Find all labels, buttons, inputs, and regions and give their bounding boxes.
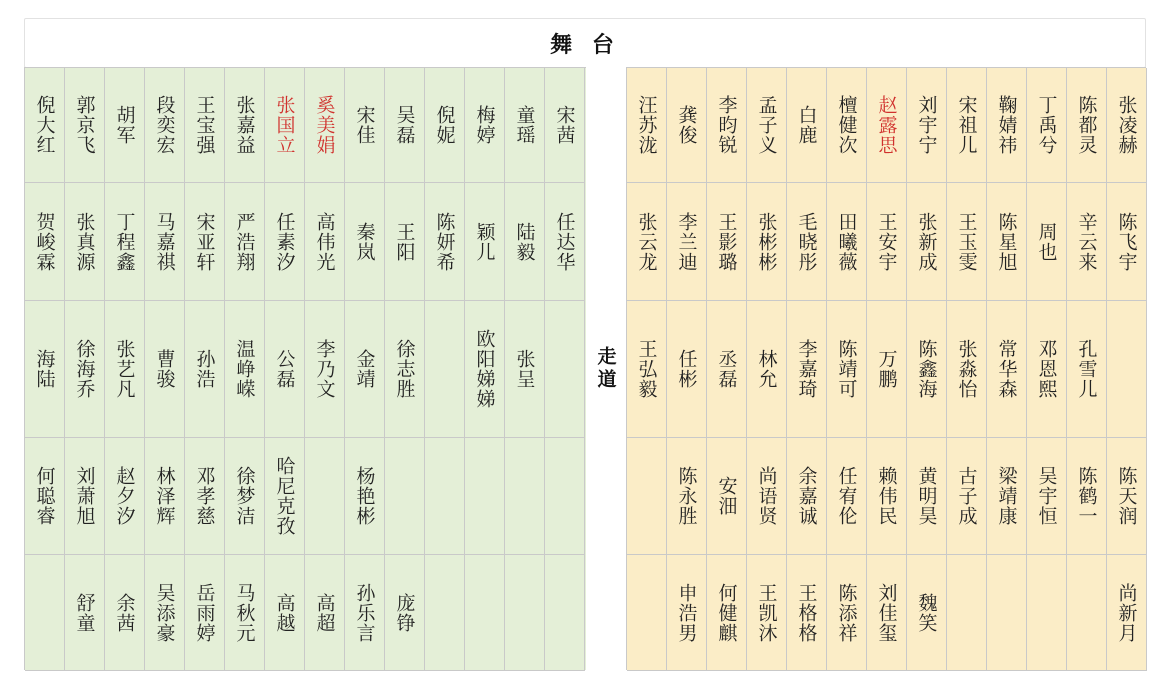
seat-name: 徐海乔 <box>73 339 96 399</box>
seat-name: 丁程鑫 <box>113 211 136 272</box>
seat-cell <box>185 555 225 671</box>
seating-right-section <box>626 67 1146 670</box>
seat-cell <box>627 183 667 301</box>
seat-cell <box>1027 555 1067 671</box>
seat-name: 白鹿 <box>795 105 818 145</box>
seat-cell <box>225 438 265 555</box>
seat-cell <box>947 555 987 671</box>
seat-name: 梅婷 <box>473 105 496 145</box>
seat-cell <box>987 183 1027 301</box>
seat-name: 陈鑫海 <box>915 339 938 399</box>
seat-name: 丁禹兮 <box>1035 95 1058 155</box>
seat-cell <box>145 438 185 555</box>
seat-cell <box>145 183 185 301</box>
seat-name: 王玉雯 <box>955 211 978 272</box>
seat-name: 陈妍希 <box>433 211 456 272</box>
seat-name: 邓恩熙 <box>1035 339 1058 399</box>
seat-name: 高超 <box>313 592 336 633</box>
seat-cell <box>1107 555 1147 671</box>
seat-name: 孔雪儿 <box>1075 339 1098 399</box>
seat-name: 陈永胜 <box>675 466 698 526</box>
seat-name: 邓孝慈 <box>193 466 216 526</box>
seat-cell <box>907 68 947 183</box>
seat-name: 陈鹤一 <box>1075 466 1098 526</box>
seat-cell <box>265 555 305 671</box>
seat-name: 安沺 <box>715 476 738 516</box>
seat-name: 岳雨婷 <box>193 582 216 643</box>
seat-name: 林泽辉 <box>153 466 176 526</box>
seat-name: 王影璐 <box>715 211 738 272</box>
seat-cell <box>1027 438 1067 555</box>
seat-cell <box>747 555 787 671</box>
seat-name: 林允 <box>755 349 778 389</box>
seat-cell <box>385 438 425 555</box>
seat-cell <box>105 555 145 671</box>
seat-cell <box>827 555 867 671</box>
seat-cell <box>707 301 747 438</box>
seat-cell <box>65 68 105 183</box>
seat-cell <box>545 301 585 438</box>
seat-cell <box>25 555 65 671</box>
seat-cell <box>1067 183 1107 301</box>
seat-name: 曹骏 <box>153 349 176 389</box>
seat-name: 王格格 <box>795 582 818 643</box>
seat-name: 高越 <box>273 592 296 633</box>
seat-name: 王凯沐 <box>755 582 778 643</box>
seat-cell <box>947 68 987 183</box>
seat-cell <box>465 68 505 183</box>
seat-cell <box>305 438 345 555</box>
seat-cell <box>787 301 827 438</box>
seat-cell <box>105 301 145 438</box>
seat-cell <box>907 438 947 555</box>
seat-cell <box>867 183 907 301</box>
seat-cell <box>1107 438 1147 555</box>
seat-name: 海陆 <box>33 349 56 389</box>
seat-cell <box>505 68 545 183</box>
seat-name: 王安宇 <box>875 211 898 272</box>
aisle-label: 走道 <box>594 345 617 392</box>
seat-cell <box>425 555 465 671</box>
seat-cell <box>65 301 105 438</box>
seat-cell <box>505 183 545 301</box>
seat-cell <box>907 301 947 438</box>
seat-cell <box>667 438 707 555</box>
seat-name: 贺峻霖 <box>33 211 56 272</box>
seat-cell <box>987 438 1027 555</box>
seat-name: 王宝强 <box>193 95 216 155</box>
seat-cell <box>1027 301 1067 438</box>
seat-name: 胡军 <box>113 105 136 145</box>
seat-cell <box>787 438 827 555</box>
seat-name: 马嘉祺 <box>153 211 176 272</box>
seat-name: 张艺凡 <box>113 339 136 399</box>
seat-cell <box>1107 183 1147 301</box>
seat-name: 孙乐言 <box>353 582 376 643</box>
seat-cell <box>867 301 907 438</box>
seat-cell <box>345 301 385 438</box>
seat-name: 金靖 <box>353 349 376 389</box>
seat-name: 吴添豪 <box>153 582 176 643</box>
seat-cell <box>25 438 65 555</box>
seat-name: 严浩翔 <box>233 211 256 272</box>
seat-cell <box>225 183 265 301</box>
seat-cell <box>145 555 185 671</box>
seat-name: 陈靖可 <box>835 339 858 399</box>
seat-name: 吴宇恒 <box>1035 466 1058 526</box>
seat-cell <box>787 183 827 301</box>
seat-cell <box>1107 301 1147 438</box>
seat-name: 赵露思 <box>875 95 898 155</box>
seat-cell <box>707 438 747 555</box>
seat-name: 张淼怡 <box>955 339 978 399</box>
seat-cell <box>1027 68 1067 183</box>
seat-cell <box>947 183 987 301</box>
seat-cell <box>707 183 747 301</box>
seat-cell <box>25 68 65 183</box>
seat-name: 常华森 <box>995 339 1018 399</box>
seat-name: 任达华 <box>553 211 576 272</box>
seat-cell <box>747 438 787 555</box>
seat-cell <box>1067 555 1107 671</box>
seat-cell <box>1067 301 1107 438</box>
seat-name: 杨艳彬 <box>353 466 376 526</box>
seat-name: 孟子义 <box>755 95 778 155</box>
seat-name: 刘萧旭 <box>73 466 96 526</box>
seat-cell <box>425 68 465 183</box>
seat-name: 尚语贤 <box>755 466 778 526</box>
seat-cell <box>465 555 505 671</box>
seat-cell <box>265 68 305 183</box>
seat-name: 任彬 <box>675 349 698 389</box>
seat-name: 舒童 <box>73 592 96 633</box>
seat-cell <box>385 183 425 301</box>
seat-cell <box>667 68 707 183</box>
seat-cell <box>667 301 707 438</box>
seat-cell <box>65 183 105 301</box>
seat-cell <box>1107 68 1147 183</box>
seat-name: 李昀锐 <box>715 95 738 155</box>
seat-cell <box>867 555 907 671</box>
seat-cell <box>305 555 345 671</box>
seat-name: 庞铮 <box>393 592 416 633</box>
seat-cell <box>747 183 787 301</box>
seat-cell <box>787 68 827 183</box>
seat-name: 张嘉益 <box>233 95 256 155</box>
seat-cell <box>185 438 225 555</box>
seat-cell <box>265 301 305 438</box>
seat-name: 鞠婧祎 <box>995 95 1018 155</box>
seat-name: 吴磊 <box>393 105 416 145</box>
seat-cell <box>385 68 425 183</box>
seat-cell <box>105 183 145 301</box>
seat-name: 孙浩 <box>193 349 216 389</box>
seat-cell <box>867 68 907 183</box>
seat-name: 刘佳玺 <box>875 582 898 643</box>
seat-cell <box>545 438 585 555</box>
seat-name: 欧阳娣娣 <box>473 329 496 409</box>
seat-cell <box>545 68 585 183</box>
seat-cell <box>505 301 545 438</box>
seat-name: 龚俊 <box>675 105 698 145</box>
seat-cell <box>987 301 1027 438</box>
seat-cell <box>747 301 787 438</box>
seat-cell <box>707 555 747 671</box>
seat-name: 童瑶 <box>513 105 536 145</box>
seat-name: 尚新月 <box>1115 582 1138 643</box>
seat-cell <box>305 183 345 301</box>
seat-cell <box>425 183 465 301</box>
seat-name: 公磊 <box>273 349 296 389</box>
seat-name: 宋茜 <box>553 105 576 145</box>
seat-name: 万鹏 <box>875 349 898 389</box>
seat-name: 申浩男 <box>675 582 698 643</box>
seat-name: 何健麒 <box>715 582 738 643</box>
seat-name: 张凌赫 <box>1115 95 1138 155</box>
seat-cell <box>627 68 667 183</box>
seat-name: 温峥嵘 <box>233 339 256 399</box>
seat-name: 奚美娟 <box>313 95 336 155</box>
seat-name: 毛晓彤 <box>795 211 818 272</box>
seat-cell <box>707 68 747 183</box>
seat-cell <box>545 555 585 671</box>
seat-name: 陈添祥 <box>835 582 858 643</box>
seat-name: 何聪睿 <box>33 466 56 526</box>
seat-cell <box>385 555 425 671</box>
seat-name: 汪苏泷 <box>635 95 658 155</box>
seat-name: 檀健次 <box>835 95 858 155</box>
seat-cell <box>545 183 585 301</box>
seat-name: 哈尼克孜 <box>273 456 296 536</box>
seat-cell <box>465 183 505 301</box>
seat-cell <box>145 68 185 183</box>
seat-cell <box>867 438 907 555</box>
seat-cell <box>947 301 987 438</box>
seat-name: 余嘉诚 <box>795 466 818 526</box>
seat-cell <box>345 438 385 555</box>
seat-name: 张新成 <box>915 211 938 272</box>
seat-name: 古子成 <box>955 466 978 526</box>
seat-cell <box>345 555 385 671</box>
seat-cell <box>667 183 707 301</box>
seat-name: 丞磊 <box>715 349 738 389</box>
seat-name: 任宥伦 <box>835 466 858 526</box>
seat-name: 高伟光 <box>313 211 336 272</box>
seat-cell <box>305 301 345 438</box>
seat-name: 徐梦洁 <box>233 466 256 526</box>
seat-name: 宋祖儿 <box>955 95 978 155</box>
seat-name: 张彬彬 <box>755 211 778 272</box>
seat-cell <box>345 183 385 301</box>
seat-cell <box>65 555 105 671</box>
seat-name: 张云龙 <box>635 211 658 272</box>
seat-name: 秦岚 <box>353 221 376 262</box>
seat-cell <box>425 301 465 438</box>
seat-cell <box>65 438 105 555</box>
seat-cell <box>827 301 867 438</box>
seat-cell <box>627 301 667 438</box>
aisle <box>586 67 626 670</box>
seat-cell <box>627 555 667 671</box>
seat-name: 黄明昊 <box>915 466 938 526</box>
seat-cell <box>185 68 225 183</box>
seat-cell <box>827 68 867 183</box>
seat-name: 宋亚轩 <box>193 211 216 272</box>
seat-cell <box>947 438 987 555</box>
seat-name: 余茜 <box>113 592 136 633</box>
seat-name: 田曦薇 <box>835 211 858 272</box>
stage-label: 舞 台 <box>550 32 620 58</box>
seat-name: 张国立 <box>273 95 296 155</box>
seat-name: 宋佳 <box>353 105 376 145</box>
seat-cell <box>265 438 305 555</box>
seat-cell <box>25 301 65 438</box>
seat-name: 王弘毅 <box>635 339 658 399</box>
seat-cell <box>747 68 787 183</box>
seat-cell <box>105 438 145 555</box>
seat-name: 王阳 <box>393 221 416 262</box>
seat-cell <box>225 68 265 183</box>
seat-name: 李嘉琦 <box>795 339 818 399</box>
seat-name: 张呈 <box>513 349 536 389</box>
seat-cell <box>667 555 707 671</box>
seat-cell <box>345 68 385 183</box>
seat-name: 陈飞宇 <box>1115 211 1138 272</box>
seating-left-section <box>24 67 586 670</box>
seat-cell <box>987 555 1027 671</box>
seat-name: 颖儿 <box>473 221 496 262</box>
seat-cell <box>465 438 505 555</box>
seat-cell <box>907 183 947 301</box>
seat-name: 魏笑 <box>915 592 938 633</box>
seat-cell <box>465 301 505 438</box>
seat-cell <box>385 301 425 438</box>
seat-cell <box>1027 183 1067 301</box>
seat-name: 倪妮 <box>433 105 456 145</box>
seat-name: 段奕宏 <box>153 95 176 155</box>
seat-name: 赖伟民 <box>875 466 898 526</box>
seat-cell <box>907 555 947 671</box>
seat-cell <box>25 183 65 301</box>
seat-cell <box>225 555 265 671</box>
seat-cell <box>105 68 145 183</box>
seat-cell <box>185 183 225 301</box>
seat-cell <box>987 68 1027 183</box>
seat-name: 倪大红 <box>33 95 56 155</box>
seat-cell <box>225 301 265 438</box>
seat-name: 张真源 <box>73 211 96 272</box>
seat-name: 陈都灵 <box>1075 95 1098 155</box>
seat-cell <box>425 438 465 555</box>
seat-cell <box>505 555 545 671</box>
seat-cell <box>1067 438 1107 555</box>
seat-cell <box>265 183 305 301</box>
seat-cell <box>1067 68 1107 183</box>
seat-name: 陈星旭 <box>995 211 1018 272</box>
stage-header <box>24 18 1146 68</box>
seat-name: 李乃文 <box>313 339 336 399</box>
seat-name: 刘宇宁 <box>915 95 938 155</box>
seat-name: 马秋元 <box>233 582 256 643</box>
seat-name: 任素汐 <box>273 211 296 272</box>
seat-cell <box>827 438 867 555</box>
seat-cell <box>505 438 545 555</box>
seat-cell <box>827 183 867 301</box>
seat-name: 郭京飞 <box>73 95 96 155</box>
seat-name: 陆毅 <box>513 221 536 262</box>
seat-cell <box>305 68 345 183</box>
seat-name: 陈天润 <box>1115 466 1138 526</box>
seat-cell <box>787 555 827 671</box>
seat-name: 辛云来 <box>1075 211 1098 272</box>
seat-name: 周也 <box>1035 221 1058 262</box>
seat-cell <box>185 301 225 438</box>
seat-name: 梁靖康 <box>995 466 1018 526</box>
seat-name: 徐志胜 <box>393 339 416 399</box>
seat-cell <box>627 438 667 555</box>
seat-name: 赵夕汐 <box>113 466 136 526</box>
seat-name: 李兰迪 <box>675 211 698 272</box>
seat-cell <box>145 301 185 438</box>
